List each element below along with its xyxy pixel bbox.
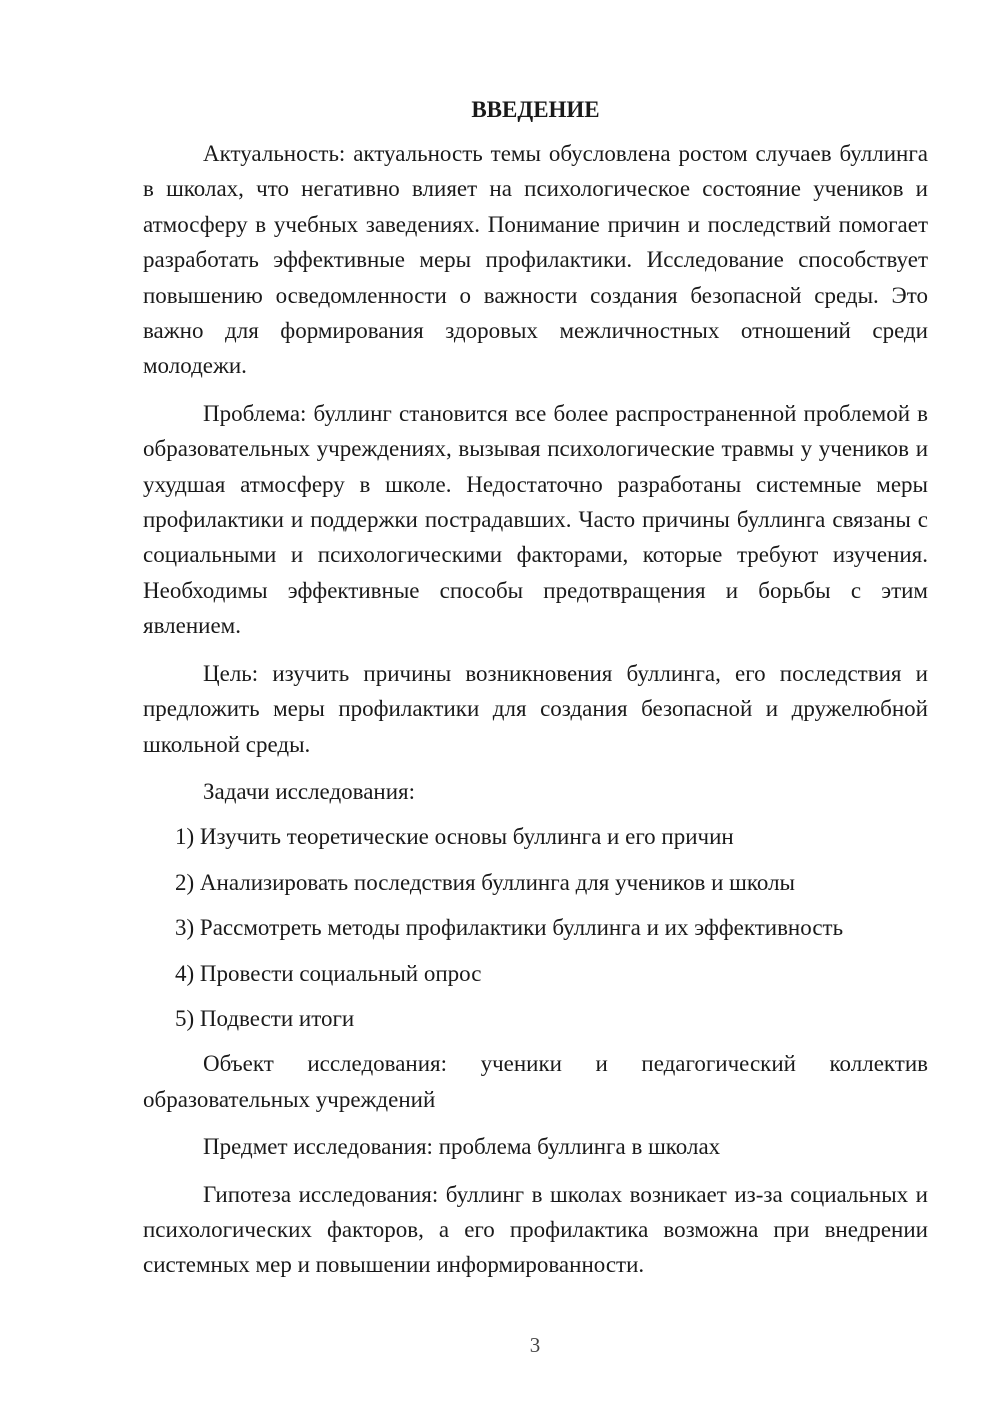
goal-paragraph: Цель: изучить причины возникновения буллинга, его последствия и предложить меры профилактики для создания безопасной и дружелюбной школьной среды. (143, 660, 928, 757)
document-page (143, 95, 928, 1283)
relevance-paragraph: Актуальность: актуальность темы обусловлена ростом случаев буллинга в школах, что негативно влияет на психологическое состояние учеников и атмосферу в учебных заведениях. Понимание причин и последствий помогает разработать эффективные меры профилактики. Исследование способствует повышению осведомленности о важности создания безопасной среды. Это важно для формирования здоровых межличностных отношений среди молодежи. (143, 141, 928, 379)
object-paragraph: Объект исследования: ученики и педагогический коллектив образовательных учреждений (143, 1051, 928, 1112)
tasks-list (143, 819, 928, 1036)
hypothesis-paragraph: Гипотеза исследования: буллинг в школах возникает из-за социальных и психологических факторов, а его профилактика возможна при внедрении системных мер и повышении информированности. (143, 1181, 928, 1278)
subject-paragraph: Предмет исследования: проблема буллинга в школах (203, 1134, 721, 1160)
task-item-2: 2) Анализировать последствия буллинга для учеников и школы (175, 869, 796, 895)
tasks-label: Задачи исследования: (203, 778, 416, 804)
task-item-1: 1) Изучить теоретические основы буллинга и его причин (175, 824, 734, 850)
task-item-5: 5) Подвести итоги (175, 1005, 355, 1031)
task-item-3: 3) Рассмотреть методы профилактики буллинга и их эффективность (175, 915, 844, 941)
task-item-4: 4) Провести социальный опрос (175, 960, 482, 986)
page-number: 3 (529, 1333, 541, 1357)
problem-paragraph: Проблема: буллинг становится все более распространенной проблемой в образовательных учреждениях, вызывая психологические травмы у учеников и ухудшая атмосферу в школе. Недостаточно разработаны системные меры профилактики и поддержки пострадавших. Часто причины буллинга связаны с социальными и психологическими факторами, которые требуют изучения. Необходимы эффективные способы предотвращения и борьбы с этим явлением. (143, 400, 928, 639)
section-title: ВВЕДЕНИЕ (471, 97, 600, 122)
